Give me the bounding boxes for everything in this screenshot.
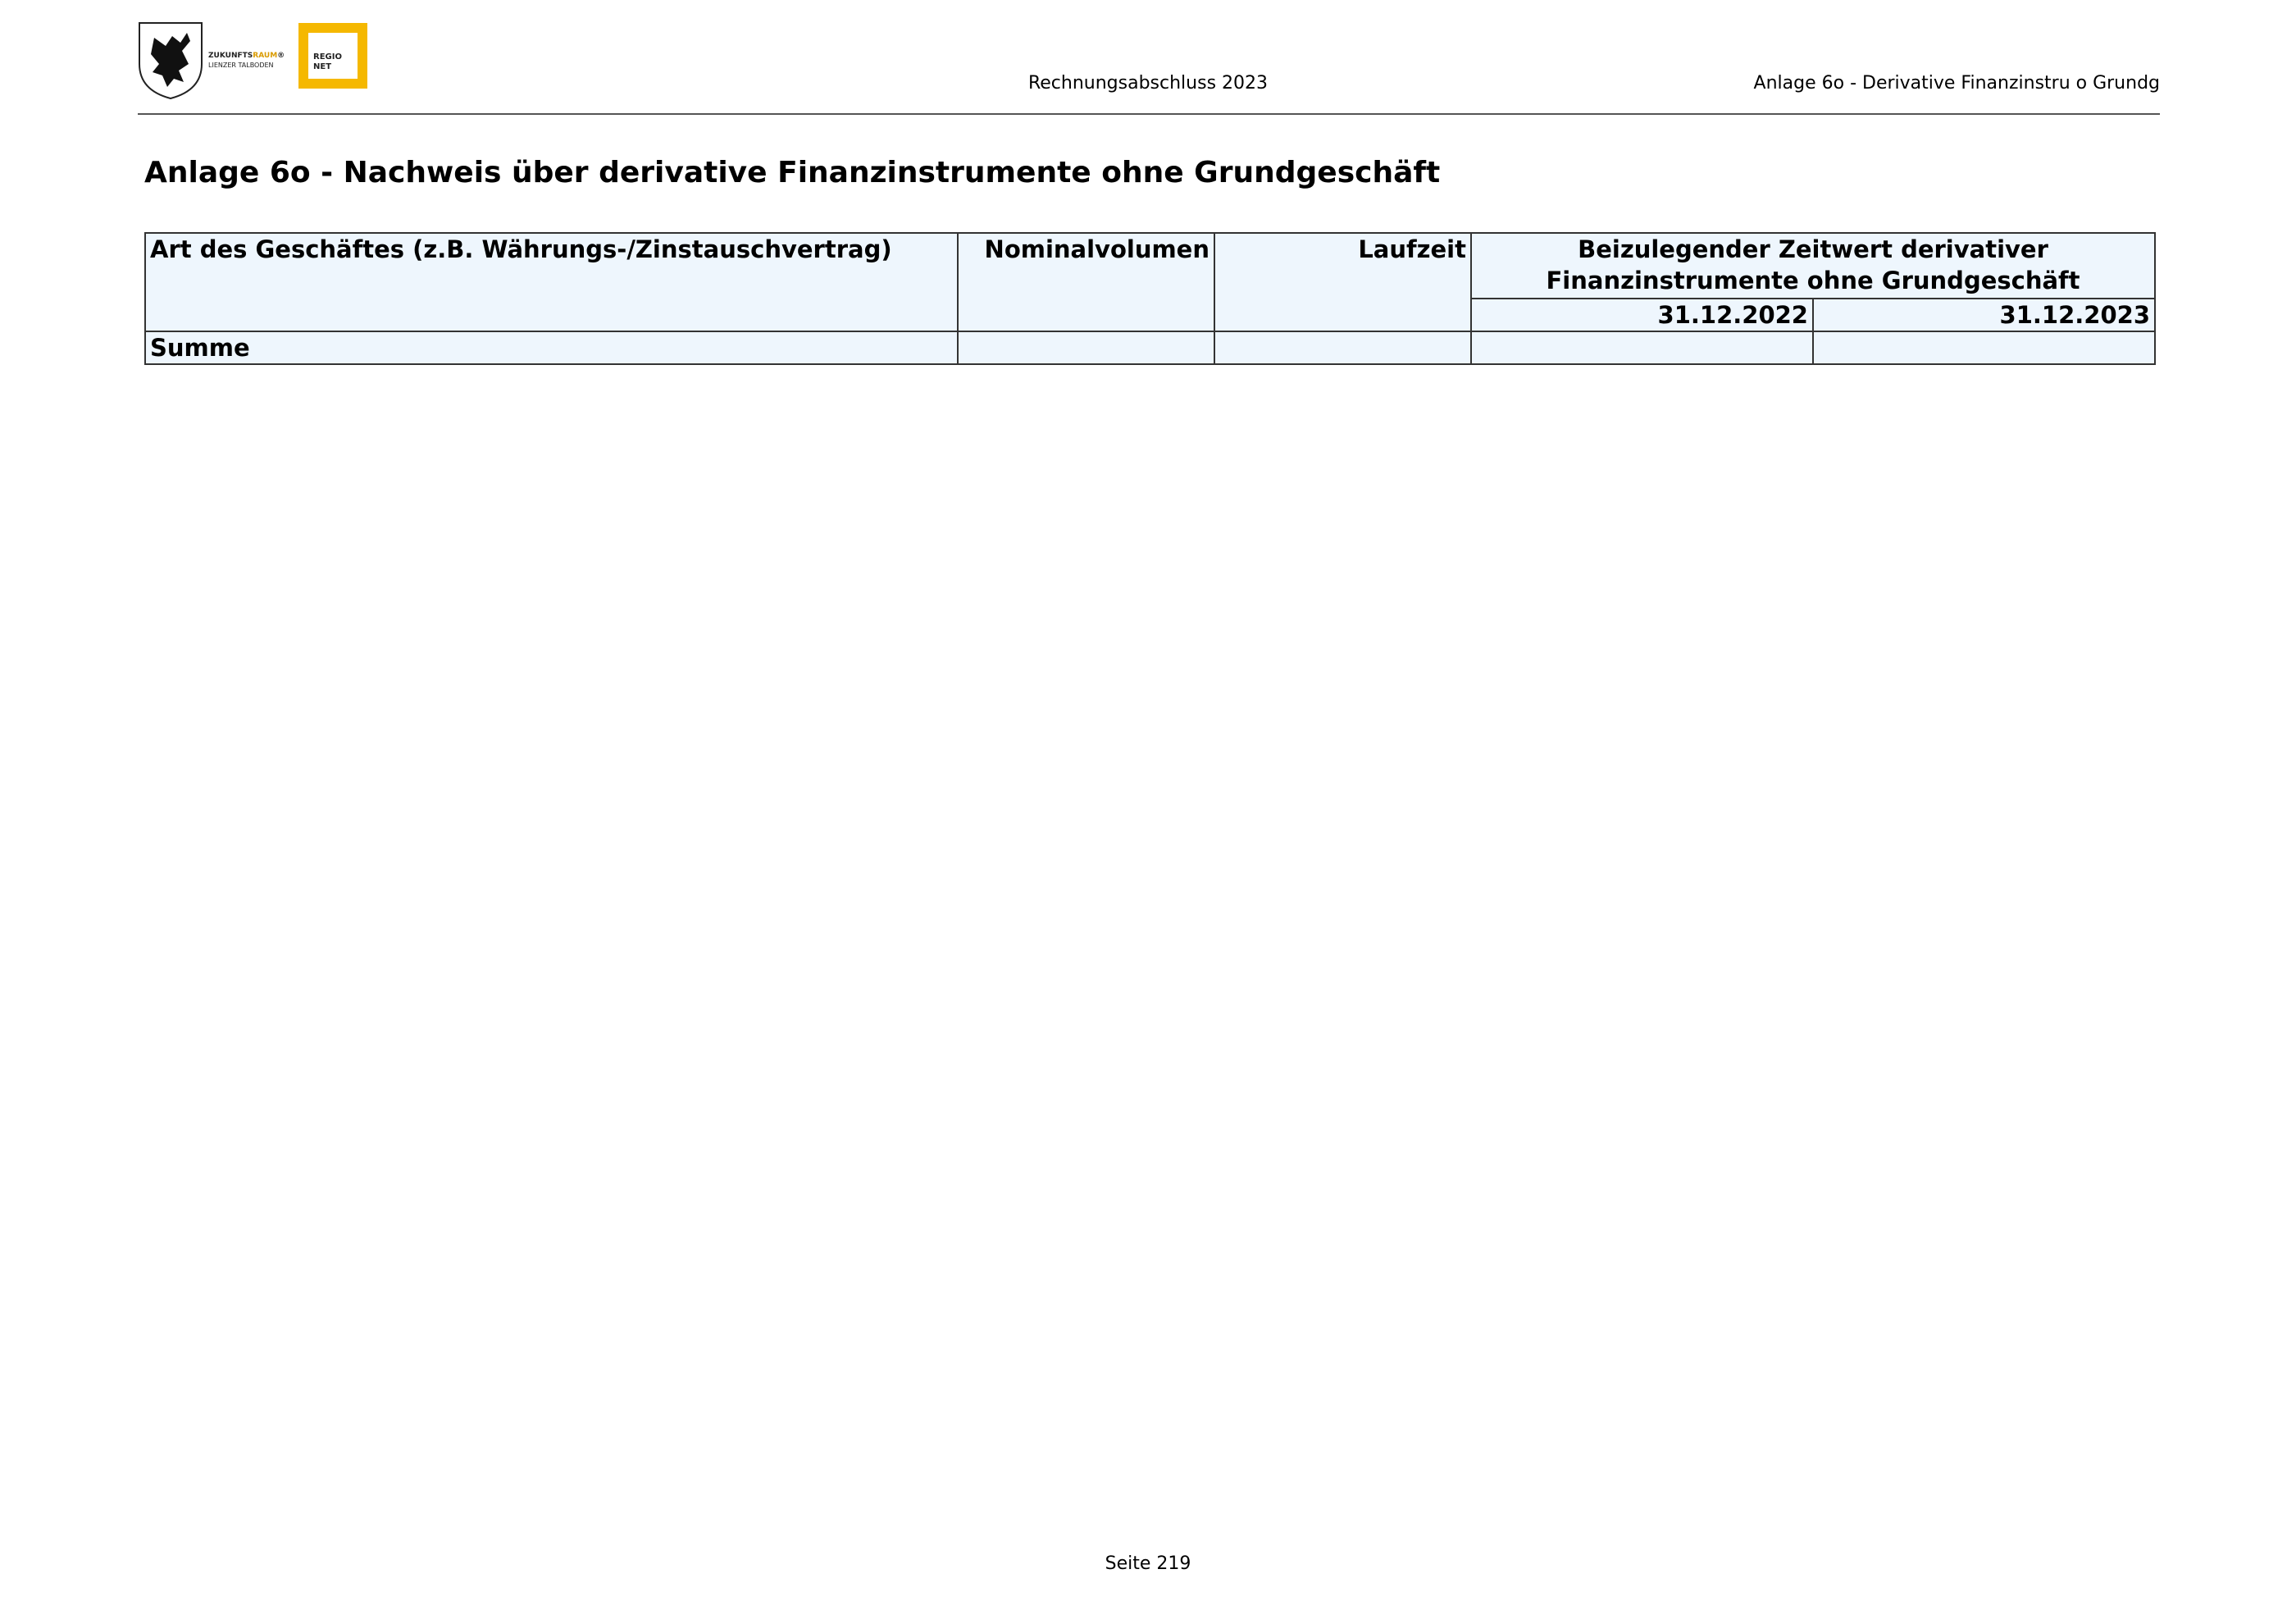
sum-zeitwert-curr-cell xyxy=(1813,331,2155,364)
header-zeitwert-line2: Finanzinstrumente ohne Grundgeschäft xyxy=(1546,267,2080,294)
derivatives-table xyxy=(144,232,2156,365)
svg-text:REGIO: REGIO xyxy=(313,52,342,62)
sum-row xyxy=(145,331,2155,364)
header-date-prev: 31.12.2022 xyxy=(1471,299,1813,331)
sum-label: Summe xyxy=(145,331,958,364)
report-name: Rechnungsabschluss 2023 xyxy=(1027,73,1269,94)
page-number: Seite 219 xyxy=(1105,1553,1191,1574)
svg-text:LIENZER TALBODEN: LIENZER TALBODEN xyxy=(208,62,274,69)
sum-zeitwert-prev-cell xyxy=(1471,331,1813,364)
header-zeitwert xyxy=(1471,233,2155,299)
svg-text:NET: NET xyxy=(313,62,332,71)
sum-nominal-cell xyxy=(958,331,1214,364)
header-date-curr: 31.12.2023 xyxy=(1813,299,2155,331)
municipality-logo xyxy=(138,21,369,100)
sum-laufzeit-cell xyxy=(1214,331,1471,364)
header-nominal: Nominalvolumen xyxy=(958,233,1214,331)
header-laufzeit: Laufzeit xyxy=(1214,233,1471,331)
sheet-name: Anlage 6o - Derivative Finanzinstru o Grundg xyxy=(1753,73,2160,94)
header-art: Art des Geschäftes (z.B. Währungs-/Zinstauschvertrag) xyxy=(145,233,958,331)
header-zeitwert-line1: Beizulegender Zeitwert derivativer xyxy=(1578,235,2048,263)
header-rule xyxy=(138,113,2160,115)
page-title: Anlage 6o - Nachweis über derivative Finanzinstrumente ohne Grundgeschäft xyxy=(144,156,1441,189)
svg-text:ZUKUNFTSRAUM®: ZUKUNFTSRAUM® xyxy=(208,52,285,60)
